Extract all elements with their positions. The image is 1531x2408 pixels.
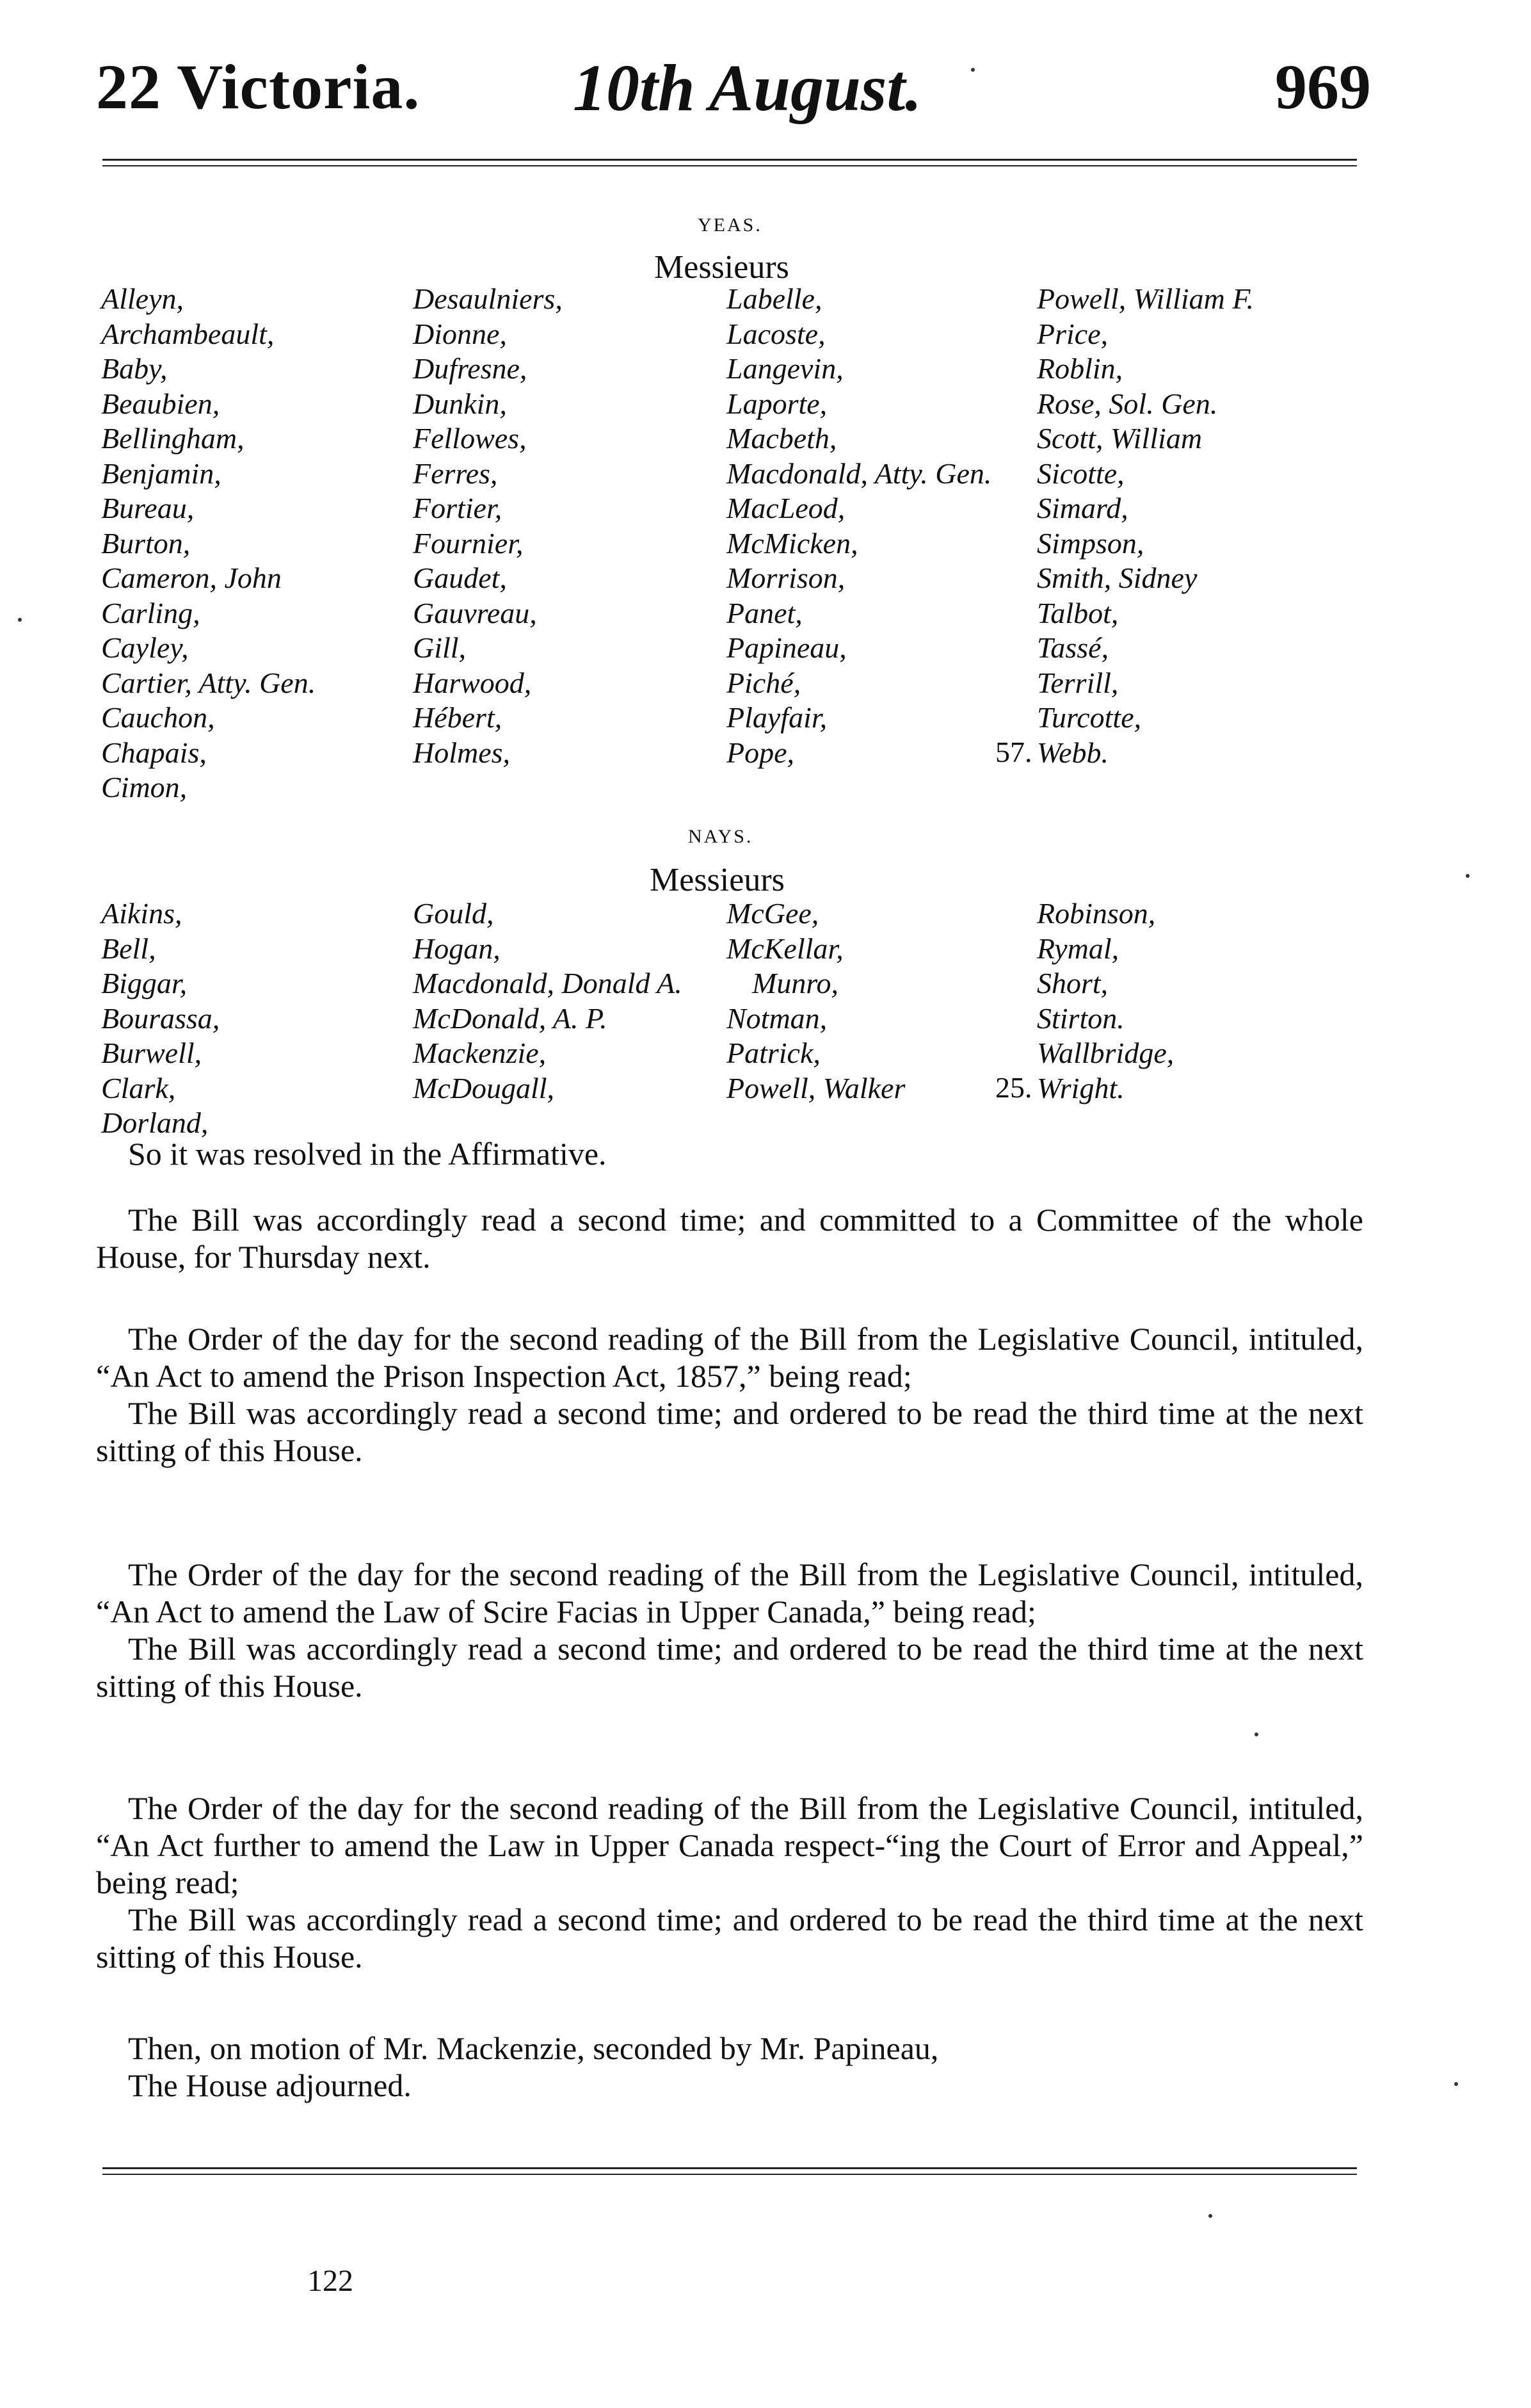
list-item: Carling, xyxy=(101,596,200,629)
list-item: McDonald, A. P. xyxy=(413,1001,607,1035)
print-speck xyxy=(1454,2082,1458,2086)
list-item: Clark, xyxy=(101,1071,176,1104)
list-item: Smith, Sidney xyxy=(1037,562,1198,594)
list-item: Labelle, xyxy=(726,282,822,315)
list-item: Macdonald, Donald A. xyxy=(413,967,682,999)
list-item: Sicotte, xyxy=(1037,457,1125,490)
paragraph-text: The House adjourned. xyxy=(128,2067,412,2103)
list-item: Macbeth, xyxy=(726,422,837,455)
list-item: Price, xyxy=(1037,317,1109,350)
print-speck xyxy=(18,618,22,622)
nays-total: 25. xyxy=(995,1071,1032,1104)
list-item: Morrison, xyxy=(726,562,846,594)
list-item: Dunkin, xyxy=(413,387,507,420)
print-speck xyxy=(1208,2214,1212,2218)
list-item: Bureau, xyxy=(101,492,195,524)
list-item: Cayley, xyxy=(101,631,189,664)
list-item: Munro, xyxy=(752,967,839,999)
list-item: Alleyn, xyxy=(101,282,184,315)
list-item: Notman, xyxy=(726,1001,828,1035)
yeas-column-1 xyxy=(101,282,316,805)
list-item: Fournier, xyxy=(413,526,524,560)
nays-column-2 xyxy=(413,896,682,1106)
list-item: Wallbridge, xyxy=(1037,1037,1174,1069)
list-item: Biggar, xyxy=(101,967,188,999)
paragraph-adjournment xyxy=(96,2030,1363,2104)
yeas-total: 57. xyxy=(995,736,1032,768)
footer-rule-bottom xyxy=(102,2174,1357,2175)
yeas-messieurs: Messieurs xyxy=(654,249,789,286)
list-item: Rose, Sol. Gen. xyxy=(1037,387,1218,420)
list-item: Papineau, xyxy=(726,631,847,664)
list-item: Benjamin, xyxy=(101,457,221,490)
list-item: Simard, xyxy=(1037,492,1128,524)
list-item: McDougall, xyxy=(413,1071,555,1104)
header-rule-bottom xyxy=(102,165,1357,166)
yeas-column-2 xyxy=(413,282,563,770)
list-item: Robinson, xyxy=(1037,897,1156,930)
list-item: Wright. xyxy=(1037,1071,1125,1104)
list-item: Dionne, xyxy=(413,317,507,350)
list-item: Macdonald, Atty. Gen. xyxy=(726,457,992,490)
list-item: Cameron, John xyxy=(101,562,282,594)
list-item: Lacoste, xyxy=(726,317,826,350)
header-rule-top xyxy=(102,159,1357,161)
print-speck xyxy=(1466,874,1470,878)
list-item: Gaudet, xyxy=(413,562,507,594)
list-item: Scott, William xyxy=(1037,422,1203,455)
paragraph-text: The Order of the day for the second reading of the Bill from the Legislative Council, intituled, “An Act to amend the Prison Inspection Act, 1857,” being read; xyxy=(96,1321,1363,1394)
page-number: 969 xyxy=(1275,51,1371,122)
list-item: Burton, xyxy=(101,526,191,560)
list-item: Cartier, Atty. Gen. xyxy=(101,666,316,699)
list-item: Desaulniers, xyxy=(413,282,563,315)
nays-column-3 xyxy=(726,896,905,1106)
yeas-column-4 xyxy=(1037,282,1254,770)
yeas-label: YEAS. xyxy=(698,214,762,236)
list-item: Short, xyxy=(1037,967,1109,999)
list-item: Fellowes, xyxy=(413,422,527,455)
list-item: Fortier, xyxy=(413,492,502,524)
list-item: Powell, Walker xyxy=(726,1071,906,1104)
list-item: Baby, xyxy=(101,352,168,385)
nays-label: NAYS. xyxy=(688,826,753,847)
yeas-column-3 xyxy=(726,282,991,770)
paragraph-error-appeal xyxy=(96,1790,1363,1975)
paragraph-prison-inspection xyxy=(96,1320,1363,1469)
paragraph-text: The Order of the day for the second reading of the Bill from the Legislative Council, intituled, “An Act to amend the Law of Scire Facias in Upper Canada,” being read; xyxy=(96,1556,1363,1629)
list-item: Patrick, xyxy=(726,1037,821,1069)
list-item: Stirton. xyxy=(1037,1001,1125,1035)
list-item: Tassé, xyxy=(1037,631,1109,664)
list-item: Hébert, xyxy=(413,701,502,734)
list-item: Cimon, xyxy=(101,771,188,804)
list-item: Aikins, xyxy=(101,897,182,930)
list-item: Playfair, xyxy=(726,701,828,734)
list-item: Holmes, xyxy=(413,736,511,769)
paragraph-text: The Bill was accordingly read a second time; and committed to a Committee of the whole House, for Thursday next. xyxy=(96,1202,1363,1275)
paragraph-text: The Order of the day for the second reading of the Bill from the Legislative Council, intituled, “An Act further to amend the Law in Upper Canada respect-“ing the Court of Error and Appeal,” being read; xyxy=(96,1790,1363,1900)
paragraph-text: The Bill was accordingly read a second time; and ordered to be read the third time at the next sitting of this House. xyxy=(96,1902,1363,1975)
list-item: Webb. xyxy=(1037,736,1109,769)
list-item: Laporte, xyxy=(726,387,828,420)
list-item: Simpson, xyxy=(1037,526,1144,560)
list-item: Dufresne, xyxy=(413,352,527,385)
list-item: McKellar, xyxy=(726,932,844,965)
signature-number: 122 xyxy=(307,2264,353,2298)
resolution-text xyxy=(96,1135,1363,1172)
list-item: Gill, xyxy=(413,631,467,664)
paragraph-scire-facias xyxy=(96,1556,1363,1704)
running-head xyxy=(0,26,1531,125)
list-item: Ferres, xyxy=(413,457,498,490)
list-item: Bourassa, xyxy=(101,1001,220,1035)
list-item: Gould, xyxy=(413,897,494,930)
list-item: Burwell, xyxy=(101,1037,202,1069)
paragraph-text: The Bill was accordingly read a second time; and ordered to be read the third time at the next sitting of this House. xyxy=(96,1631,1363,1704)
list-item: Turcotte, xyxy=(1037,701,1142,734)
paragraph-committee xyxy=(96,1201,1363,1275)
nays-messieurs: Messieurs xyxy=(650,862,785,898)
list-item: Chapais, xyxy=(101,736,207,769)
list-item: MacLeod, xyxy=(726,492,846,524)
list-item: McGee, xyxy=(726,897,819,930)
list-item: Powell, William F. xyxy=(1037,282,1254,315)
list-item: Roblin, xyxy=(1037,352,1123,385)
list-item: Pope, xyxy=(726,736,795,769)
nays-column-1 xyxy=(101,896,220,1141)
list-item: McMicken, xyxy=(726,526,858,560)
list-item: Archambeault, xyxy=(101,317,275,350)
list-item: Cauchon, xyxy=(101,701,215,734)
list-item: Bell, xyxy=(101,932,156,965)
paragraph-text: Then, on motion of Mr. Mackenzie, seconded by Mr. Papineau, xyxy=(128,2030,939,2066)
list-item: Panet, xyxy=(726,596,803,629)
list-item: Harwood, xyxy=(413,666,532,699)
list-item: Beaubien, xyxy=(101,387,220,420)
list-item: Talbot, xyxy=(1037,596,1119,629)
footer-rule-top xyxy=(102,2167,1357,2169)
list-item: Gauvreau, xyxy=(413,596,537,629)
list-item: Langevin, xyxy=(726,352,844,385)
list-item: Hogan, xyxy=(413,932,501,965)
regnal-year: 22 Victoria. xyxy=(96,51,421,122)
resolved-line: So it was resolved in the Affirmative. xyxy=(128,1136,607,1172)
print-speck xyxy=(1254,1733,1258,1736)
list-item: Mackenzie, xyxy=(413,1037,547,1069)
list-item: Bellingham, xyxy=(101,422,244,455)
nays-column-4 xyxy=(1037,896,1174,1106)
session-date: 10th August. xyxy=(573,51,922,125)
list-item: Dorland, xyxy=(101,1106,209,1139)
print-speck xyxy=(971,68,975,72)
list-item: Rymal, xyxy=(1037,932,1119,965)
list-item: Piché, xyxy=(726,666,801,699)
list-item: Terrill, xyxy=(1037,666,1119,699)
paragraph-text: The Bill was accordingly read a second time; and ordered to be read the third time at the next sitting of this House. xyxy=(96,1395,1363,1468)
